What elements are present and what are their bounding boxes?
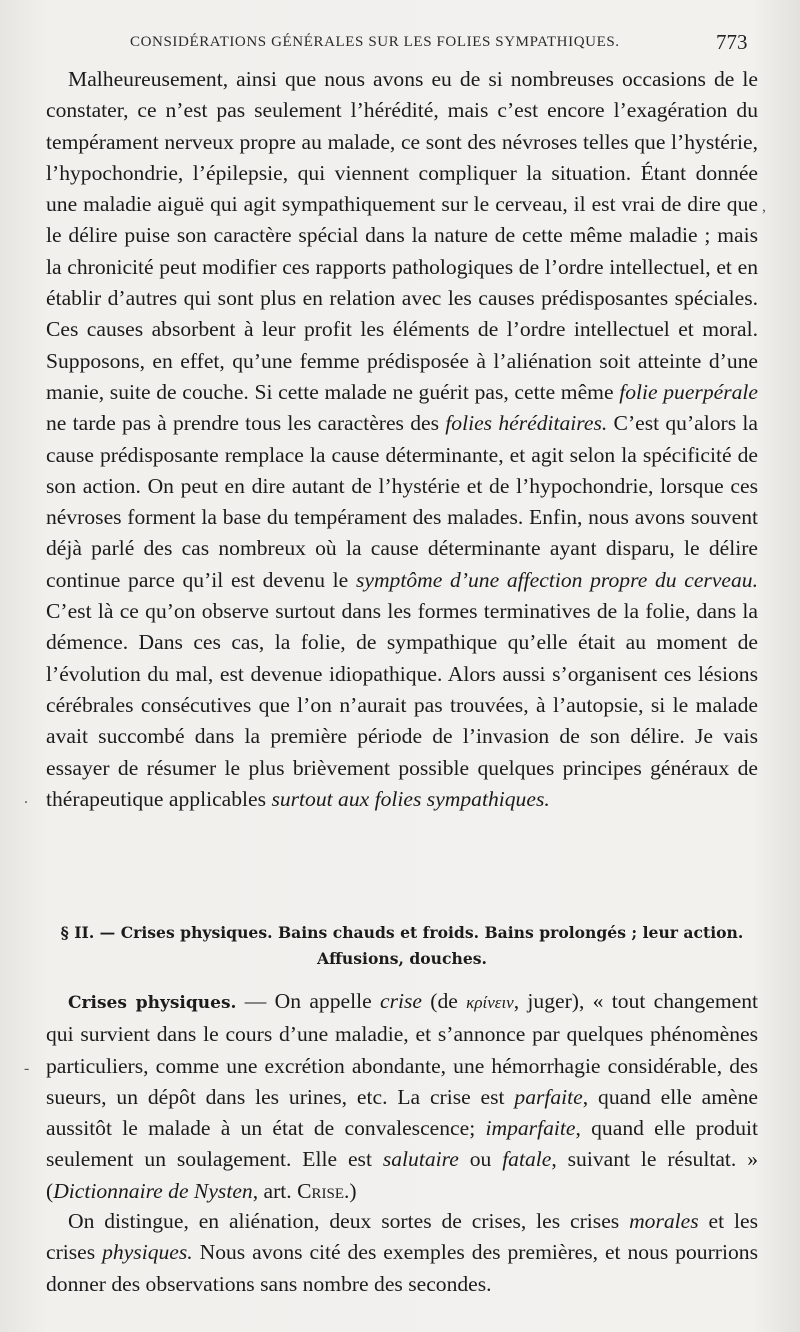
text-run: ) [349, 1178, 357, 1203]
italic-run: surtout aux folies sympathiques. [271, 786, 550, 811]
margin-mark: , [762, 198, 766, 215]
italic-run: physiques. [102, 1240, 193, 1265]
italic-run: folie puerpérale [619, 379, 758, 404]
italic-run: crise [379, 989, 422, 1013]
running-head: CONSIDÉRATIONS GÉNÉRALES SUR LES FOLIES SYMPATHIQUES. [130, 34, 620, 50]
section-heading-line-1: § II. — Crises physiques. Bains chauds et froids. Bains prolongés ; leur action. [60, 923, 744, 942]
text-run: Nous avons cité des exemples des premières, et nous pourrions donner des observations sans nombre des secondes. [46, 1240, 758, 1296]
italic-run: salutaire [382, 1147, 459, 1172]
italic-run: Dictionnaire de Nysten [53, 1178, 253, 1203]
text-run: , juger), « tout changement qui survient dans le cours d’une maladie, et s’annonce par quelques phénomènes particuliers, comme une excrétion abondante, une hémorrhagie considérable, des sueurs, un dépôt dans les urines, etc. La crise est [46, 989, 758, 1109]
text-run: Malheureusement, ainsi que nous avons eu de si nombreuses occasions de le constater, ce n’est pas seulement l’hérédité, mais c’est encore l’exagération du tempérament nerveux propre au malade, ce sont des névroses telles que l’hystérie, l’hypochondrie, l’épilepsie, qui viennent compliquer la situation. Étant donnée une maladie aiguë qui agit sympathiquement sur le cerveau, il est vrai de dire que le délire puise son caractère spécial dans la nature de cette même maladie ; mais la chronicité peut modifier ces rapports pathologiques de l’ordre intellectuel, et en établir d’autres qui sont plus en relation avec les causes prédisposantes spéciales. Ces causes absorbent à leur profit les éléments de l’ordre intellectuel et moral. Supposons, en effet, qu’une femme prédisposée à l’aliénation soit atteinte d’une manie, suite de couche. Si cette malade ne guérit pas, cette même [46, 67, 758, 404]
paragraph-2 [46, 986, 758, 1207]
text-run: — On appelle [236, 989, 380, 1013]
margin-mark: . [24, 790, 28, 807]
paragraph-3-text [46, 1206, 758, 1300]
italic-run: parfaite [514, 1084, 583, 1109]
small-caps-run: Crise. [297, 1178, 350, 1203]
text-run: C’est là ce qu’on observe surtout dans les formes terminatives de la folie, dans la démence. Dans ces cas, la folie, de sympathique qu’elle était au moment de l’évolution du mal, est devenue idiopathique. Alors aussi s’organisent ces lésions cérébrales consécutives que l’on n’aurait pas trouvées, à l’autopsie, si le malade avait succombé dans la première période de l’invasion de son délire. Je vais essayer de résumer le plus brièvement possible quelques principes généraux de thérapeutique applicables [46, 599, 758, 811]
paragraph-1-text [46, 64, 758, 815]
run-in-heading: Crises physiques. [68, 993, 237, 1013]
text-run: On distingue, en aliénation, deux sortes de crises, les crises [68, 1209, 630, 1233]
italic-run: imparfaite [485, 1116, 576, 1141]
section-heading [46, 920, 758, 972]
greek-word: κρίνειν [466, 993, 514, 1012]
paragraph-2-text [46, 986, 758, 1207]
text-run: , quand elle produit seulement un soulagement. Elle est [46, 1116, 758, 1172]
italic-run: fatale [502, 1147, 552, 1172]
paragraph-1 [46, 64, 758, 815]
margin-mark: - [24, 1060, 30, 1077]
text-run: C’est qu’alors la cause prédisposante remplace la cause déterminante, et agit selon la spécificité de son action. On peut en dire autant de l’hystérie et de l’hypochondrie, lorsque ces névroses forment la base du tempérament des malades. Enfin, nous avons souvent déjà parlé des cas nombreux où la cause déterminante ayant disparu, le délire continue parce qu’il est devenu le [46, 411, 758, 592]
italic-run: morales [629, 1209, 699, 1233]
section-heading-line-2: Affusions, douches. [317, 949, 487, 968]
text-run: ne tarde pas à prendre tous les caractères des [46, 411, 446, 436]
text-run: (de [421, 989, 467, 1013]
text-run: ou [458, 1147, 503, 1172]
text-run: , art. [252, 1178, 298, 1203]
text-run: , quand elle amène aussitôt le malade à un état de convalescence; [46, 1084, 758, 1141]
text-run: , suivant le résultat. » ( [46, 1147, 759, 1203]
page-number: 773 [716, 30, 748, 54]
italic-run: folies héréditaires. [445, 411, 608, 436]
paragraph-3 [46, 1206, 758, 1300]
text-run: et les crises [46, 1209, 758, 1265]
italic-run: symptôme d’une affection propre du cerveau. [355, 567, 758, 592]
